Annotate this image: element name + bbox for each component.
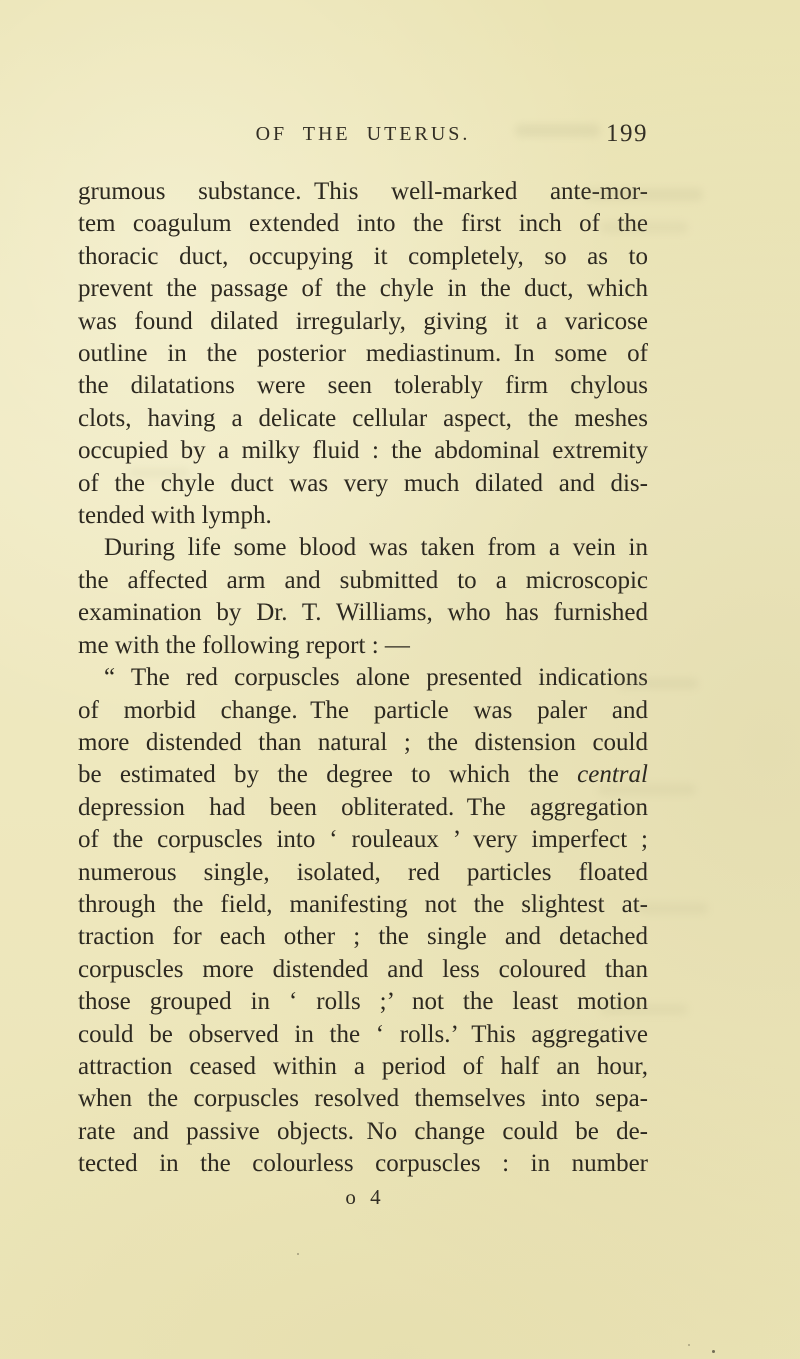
text-line: corpuscles more distended and less coloured than: [78, 955, 648, 983]
scan-speck: [297, 1253, 299, 1255]
text-line: numerous single, isolated, red particles floated: [78, 858, 648, 886]
text-line: through the field, manifesting not the slightest at-: [78, 890, 648, 918]
text-line: rate and passive objects. No change could be de-: [78, 1117, 648, 1145]
text-line: depression had been obliterated. The aggregation: [78, 793, 648, 821]
text-line: of the corpuscles into ‘ rouleaux ’ very imperfect ;: [78, 826, 648, 854]
signature-mark: o 4: [345, 1185, 381, 1209]
text-line: tended with lymph.: [78, 502, 272, 530]
text-line: examination by Dr. T. Williams, who has furnished: [78, 599, 648, 627]
text-block: [78, 176, 648, 1181]
scan-speck: [712, 1350, 715, 1353]
text-line: [78, 759, 648, 791]
text-line: occupied by a milky fluid : the abdominal extremity: [78, 437, 648, 465]
text-line: me with the following report : —: [78, 631, 410, 659]
text-line: more distended than natural ; the distension could: [78, 728, 648, 756]
text-line: tected in the colourless corpuscles : in number: [78, 1150, 648, 1178]
text-line: the affected arm and submitted to a microscopic: [78, 566, 648, 594]
text-line: attraction ceased within a period of half an hour,: [78, 1052, 648, 1080]
text-line: clots, having a delicate cellular aspect, the meshes: [78, 404, 648, 432]
show-through-smudge: [600, 1004, 688, 1015]
text-line: “ The red corpuscles alone presented indications: [104, 664, 648, 692]
text-line: grumous substance. This well-marked ante-mor-: [78, 178, 648, 205]
text-line: tem coagulum extended into the first inch of the: [78, 210, 648, 238]
show-through-smudge: [585, 188, 703, 201]
show-through-smudge: [598, 784, 696, 795]
text-line: those grouped in ‘ rolls ;’ not the least motion: [78, 988, 648, 1016]
text-line: traction for each other ; the single and detached: [78, 923, 648, 951]
show-through-smudge: [638, 903, 708, 914]
text-line: could be observed in the ‘ rolls.’ This aggregative: [78, 1020, 648, 1048]
text-line: thoracic duct, occupying it completely, so as to: [78, 242, 648, 270]
show-through-smudge: [600, 222, 688, 233]
page-number: 199: [606, 120, 648, 147]
text-line: prevent the passage of the chyle in the duct, which: [78, 275, 648, 303]
text-line: of morbid change. The particle was paler and: [78, 696, 648, 724]
show-through-smudge: [618, 678, 698, 689]
text-line: outline in the posterior mediastinum. In some of: [78, 340, 648, 368]
page-title: OF THE UTERUS.: [255, 123, 471, 145]
show-through-smudge: [515, 124, 600, 137]
italic-word: central: [577, 761, 648, 789]
show-through-smudge: [128, 468, 190, 478]
text-line: when the corpuscles resolved themselves into sepa-: [78, 1085, 648, 1113]
text-line: was found dilated irregularly, giving it a varicose: [78, 307, 648, 335]
text-line-segment: be estimated by the degree to which the: [78, 761, 578, 789]
text-line: During life some blood was taken from a vein in: [104, 534, 648, 562]
text-line: the dilatations were seen tolerably firm chylous: [78, 372, 648, 400]
text-line: of the chyle duct was very much dilated and dis-: [78, 469, 648, 497]
scan-speck: [688, 1344, 690, 1346]
